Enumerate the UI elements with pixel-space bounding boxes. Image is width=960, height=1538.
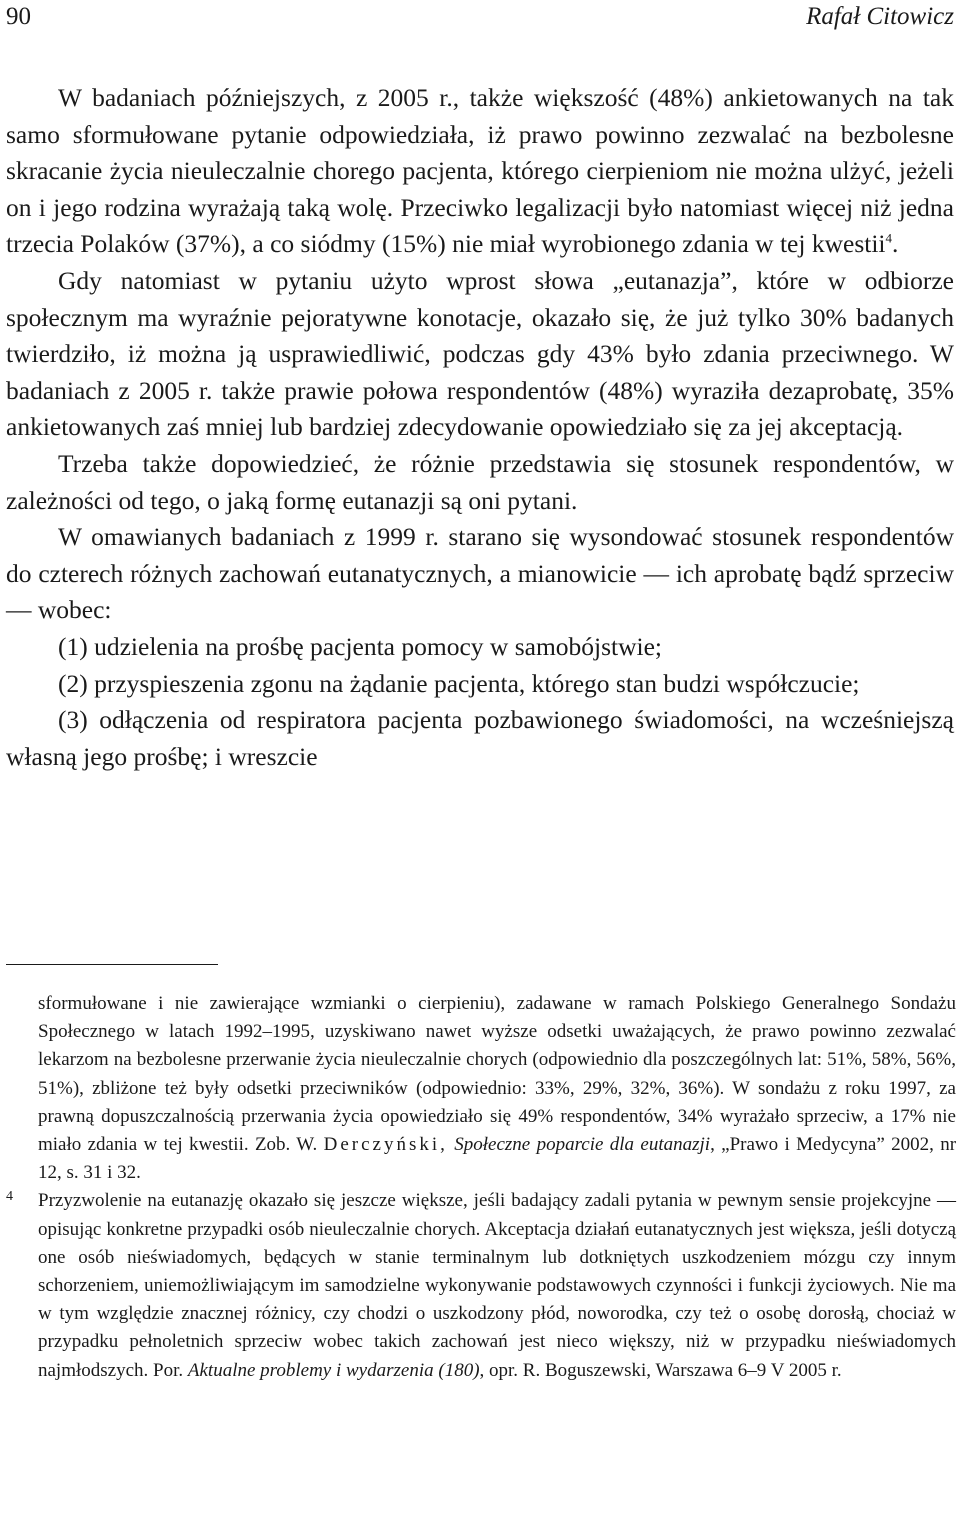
list-item-1: (1) udzielenia na prośbę pacjenta pomocy w samobójstwie; [58, 631, 663, 661]
footnote-4-cited-title: Aktualne problemy i wydarzenia (180) [187, 1359, 480, 1381]
footnote-continued-text: sformułowane i nie zawierające wzmianki o cierpieniu), zadawane w ramach Polskiego Generalnego Sondażu Społecznego w latach 1992–1995, uzyskiwano nawet wyższe odsetki uważających, że prawo powinno zezwalać lekarzom na bezbolesne przerwanie życia nieuleczalnie chorych (odpowiednio dla poszczególnych lat: 51%, 58%, 56%, 51%), zbliżone też były odsetki przeciwników (odpowiednio: 33%, 29%, 32%, 36%). W sondażu z roku 1997, za prawną dopuszczalnością przerwania życia opowiedziało się 49% respondentów, 34% wyrażało sprzeciw, a 17% nie miało zdania w tej kwestii. Zob. W. [38, 993, 956, 1156]
paragraph-1-end: . [892, 229, 899, 259]
paragraph-3: Trzeba także dopowiedzieć, że różnie przedstawia się stosunek respondentów, w zależności od tego, o jaką formę eutanazji są oni pytani. [6, 448, 954, 515]
paragraph-1-text: W badaniach późniejszych, z 2005 r., także większość (48%) ankietowanych na tak samo sformułowane pytanie odpowiedziała, iż prawo powinno zezwalać na bezbolesne skracanie życia nieuleczalnie chorego pacjenta, którego cierpieniom nie można ulżyć, jeżeli on i jego rodzina wyrażają taką wolę. Przeciwko legalizacji było natomiast więcej niż jedna trzecia Polaków (37%), a co siódmy (15%) nie miał wyrobionego zdania w tej kwestii [6, 83, 954, 259]
footnote-4 [6, 1187, 956, 1384]
footnote-separator [6, 964, 218, 965]
list-item-3: (3) odłączenia od respiratora pacjenta pozbawionego świadomości, na wcześniejszą własną jego prośbę; i wreszcie [6, 705, 954, 771]
page-header [0, 0, 960, 34]
footnote-cited-title: Społeczne poparcie dla eutanazji [454, 1134, 711, 1156]
paragraph-4: W omawianych badaniach z 1999 r. starano się wysondować stosunek respondentów do czterech różnych zachowań eutanatycznych, a mianowicie — ich aprobatę bądź sprzeciw — wobec: [6, 522, 954, 625]
footnote-cited-source: , „Prawo i Medycyna” 2002, nr 12, s. 31 i 32. [38, 1134, 957, 1184]
footnote-author: Derczyński, [323, 1134, 448, 1156]
main-text [6, 80, 954, 775]
page-number: 90 [6, 3, 31, 30]
footnote-4-marker: 4 [6, 1189, 13, 1205]
paragraph-2: Gdy natomiast w pytaniu użyto wprost słowa „eutanazja”, które w odbiorze społecznym ma wyraźnie pejoratywne konotacje, okazało się, że już tylko 30% badanych twierdziło, iż można ją usprawiedliwić, podczas gdy 43% było zdania przeciwnego. W badaniach z 2005 r. także prawie połowa respondentów (48%) wyraziła dezaprobatę, 35% ankietowanych zaś mniej lub bardziej zdecydowanie opowiedziało się za jej akceptacją. [6, 265, 954, 442]
list-item-2: (2) przyspieszenia zgonu na żądanie pacjenta, którego stan budzi współczucie; [58, 668, 860, 698]
footnote-4-cited-source: , opr. R. Boguszewski, Warszawa 6–9 V 2005 r. [479, 1359, 842, 1381]
paragraph-1 [6, 80, 954, 263]
footnote-4-text: Przyzwolenie na eutanazję okazało się jeszcze większe, jeśli badający zadali pytania w pewnym sensie projekcyjne — opisując konkretne przypadki osób nieuleczalnie chorych. Akceptacja działań eutanatycznych jest większa, jeśli dotyczą one osób nieświadomych, będących w stanie terminalnym lub dotkniętych uszkodzeniem mózgu czy innym schorzeniem, uniemożliwiającym im samodzielne wykonywanie podstawowych czynności i funkcji życiowych. Nie ma w tym względzie znacznej różnicy, czy chodzi o uszkodzony płód, noworodka, czy też o osobę dorosłą, chociaż w przypadku pełnoletnich sprzeciw wobec takich zachowań jest nieco większy, niż w przypadku nieświadomych najmłodszych. Por. [38, 1190, 956, 1381]
running-head-author: Rafał Citowicz [806, 3, 954, 30]
footnotes [6, 990, 956, 1385]
footnote-ref-4: 4 [885, 230, 893, 246]
footnote-continued [6, 990, 956, 1187]
